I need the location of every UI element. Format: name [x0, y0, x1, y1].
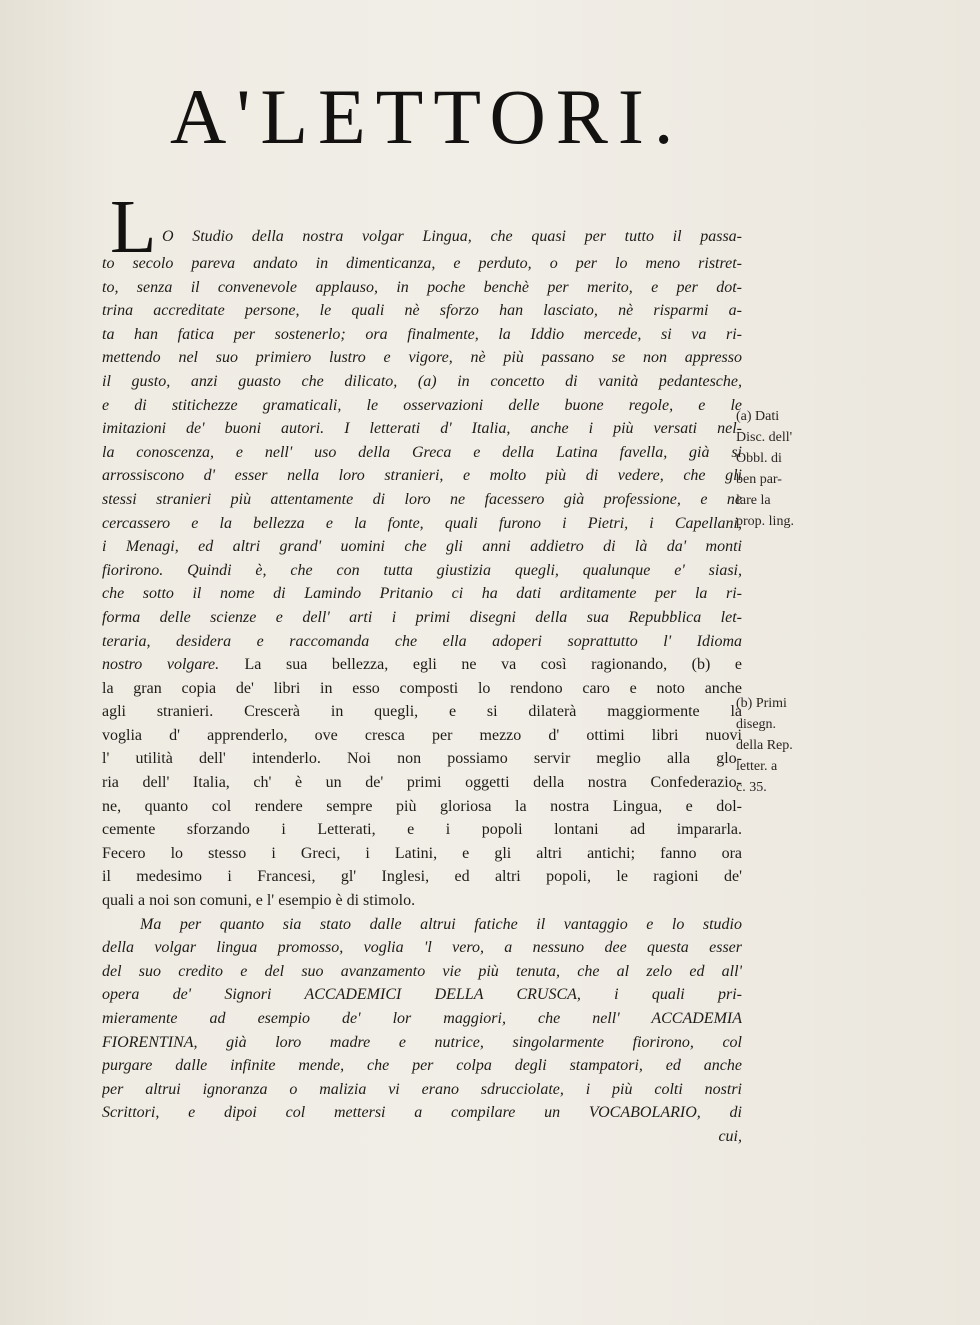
margin-note-line: lare la: [736, 493, 771, 508]
margin-note-line: prop. ling.: [736, 514, 794, 529]
text-line: Ma per quanto sia stato dalle altrui fatiche il vantaggio e lo studio: [140, 915, 742, 933]
text-line: to secolo pareva andato in dimenticanza, e perduto, o per lo meno ristret-: [102, 255, 742, 272]
margin-note-line: letter. a: [736, 759, 778, 774]
text-line: il gusto, anzi guasto che dilicato, (a) in concetto di vanità pedantesche,: [102, 372, 742, 390]
text-line: e di stitichezze gramaticali, le osservazioni delle buone regole, e le: [102, 396, 742, 414]
margin-note-line: ben par-: [736, 472, 782, 487]
text-line: teraria, desidera e raccomanda che ella adoperi soprattutto l' Idioma: [102, 632, 742, 650]
text-line: forma delle scienze e dell' arti i primi disegni della sua Repubblica let-: [102, 608, 742, 626]
text-line: purgare dalle infinite mende, che per colpa degli stampatori, ed anche: [102, 1057, 742, 1075]
text-line: arrossiscono d' esser nella loro stranieri, e molto più di vedere, che gli: [102, 467, 742, 485]
text-line: ne, quanto col rendere sempre più gloriosa la nostra Lingua, e dol-: [102, 797, 742, 815]
drop-cap: L: [110, 185, 157, 269]
margin-note-line: c. 35.: [736, 780, 767, 795]
text-line: la conoscenza, e nell' uso della Greca e della Latina favella, già si: [102, 443, 742, 461]
text-line: ria dell' Italia, ch' è un de' primi oggetti della nostra Confederazio-: [102, 774, 742, 792]
margin-note-line: Obbl. di: [736, 451, 782, 466]
text-line: ta han fatica per sostenerlo; ora finalmente, la Iddio mercede, si va ri-: [102, 325, 742, 343]
margin-note-line: della Rep.: [736, 738, 793, 753]
catchword: cui,: [718, 1127, 742, 1145]
text-line: imitazioni de' buoni autori. I letterati d' Italia, anche i più versati nel-: [102, 420, 742, 438]
text-line: che sotto il nome di Lamindo Pritanio ci ha dati arditamente per la ri-: [102, 585, 742, 603]
margin-note-line: (b) Primi: [736, 696, 787, 711]
text-line: del suo credito e del suo avanzamento vie più tenuta, che al zelo ed all': [102, 962, 742, 980]
text-line: l' utilità dell' intenderlo. Noi non possiamo servir meglio alla glo-: [102, 750, 742, 768]
text-line: agli stranieri. Crescerà in quegli, e si dilaterà maggiormente la: [102, 703, 742, 721]
text-line: della volgar lingua promosso, voglia 'l vero, a nessuno dee questa esser: [102, 939, 742, 957]
text-line: FIORENTINA, già loro madre e nutrice, singolarmente fiorirono, col: [102, 1033, 742, 1051]
text-line: cercassero e la bellezza e la fonte, quali furono i Pietri, i Capellani,: [102, 514, 742, 532]
page-title: A'LETTORI.: [170, 73, 684, 160]
text-line: mettendo nel suo primiero lustro e vigore, nè più passano se non appresso: [102, 349, 742, 367]
text-line: la gran copia de' libri in esso composti lo rendono caro e noto anche: [102, 679, 742, 697]
text-line: per altrui ignoranza o malizia vi erano sdrucciolate, i più colti nostri: [102, 1080, 742, 1098]
text-line: cemente sforzando i Letterati, e i popoli lontani ad impararla.: [102, 821, 742, 839]
text-run: La sua bellezza, egli ne va così ragionando, (b) e: [244, 656, 742, 674]
text-run: nostro volgare.: [102, 656, 220, 674]
text-line: il medesimo i Francesi, gl' Inglesi, ed altri popoli, le ragioni de': [102, 868, 742, 886]
margin-note-line: Disc. dell': [736, 430, 793, 445]
text-line: i Menagi, ed altri grand' uomini che gli anni addietro di là da' monti: [102, 538, 742, 556]
text-line: voglia d' apprenderlo, ove cresca per mezzo d' ottimi libri nuovi: [102, 726, 742, 744]
text-line: trina accreditate persone, le quali nè sforzo han lasciato, nè risparmi a-: [102, 302, 742, 320]
text-line-mixed: [102, 653, 742, 677]
text-line: Fecero lo stesso i Greci, i Latini, e gli altri antichi; fanno ora: [102, 844, 742, 862]
text-line: mieramente ad esempio de' lor maggiori, che nell' ACCADEMIA: [102, 1010, 742, 1027]
margin-note-a: [736, 406, 832, 532]
text-line: Scrittori, e dipoi col mettersi a compilare un VOCABOLARIO, di: [102, 1104, 742, 1122]
text-line: O Studio della nostra volgar Lingua, che quasi per tutto il passa-: [162, 228, 742, 245]
margin-note-line: (a) Dati: [736, 409, 780, 424]
text-line: fiorirono. Quindi è, che con tutta giustizia quegli, qualunque e' siasi,: [102, 561, 742, 579]
text-line: to, senza il convenevole applauso, in poche benchè per merito, e per dot-: [102, 278, 742, 296]
text-line: stessi stranieri più attentamente di loro ne facessero già professione, e ne: [102, 490, 742, 508]
main-text: [102, 185, 742, 1149]
margin-note-b: [736, 693, 832, 798]
text-line: opera de' Signori ACCADEMICI DELLA CRUSCA, i quali pri-: [102, 986, 742, 1004]
margin-note-line: disegn.: [736, 717, 777, 732]
text-line: quali a noi son comuni, e l' esempio è di stimolo.: [102, 892, 416, 910]
